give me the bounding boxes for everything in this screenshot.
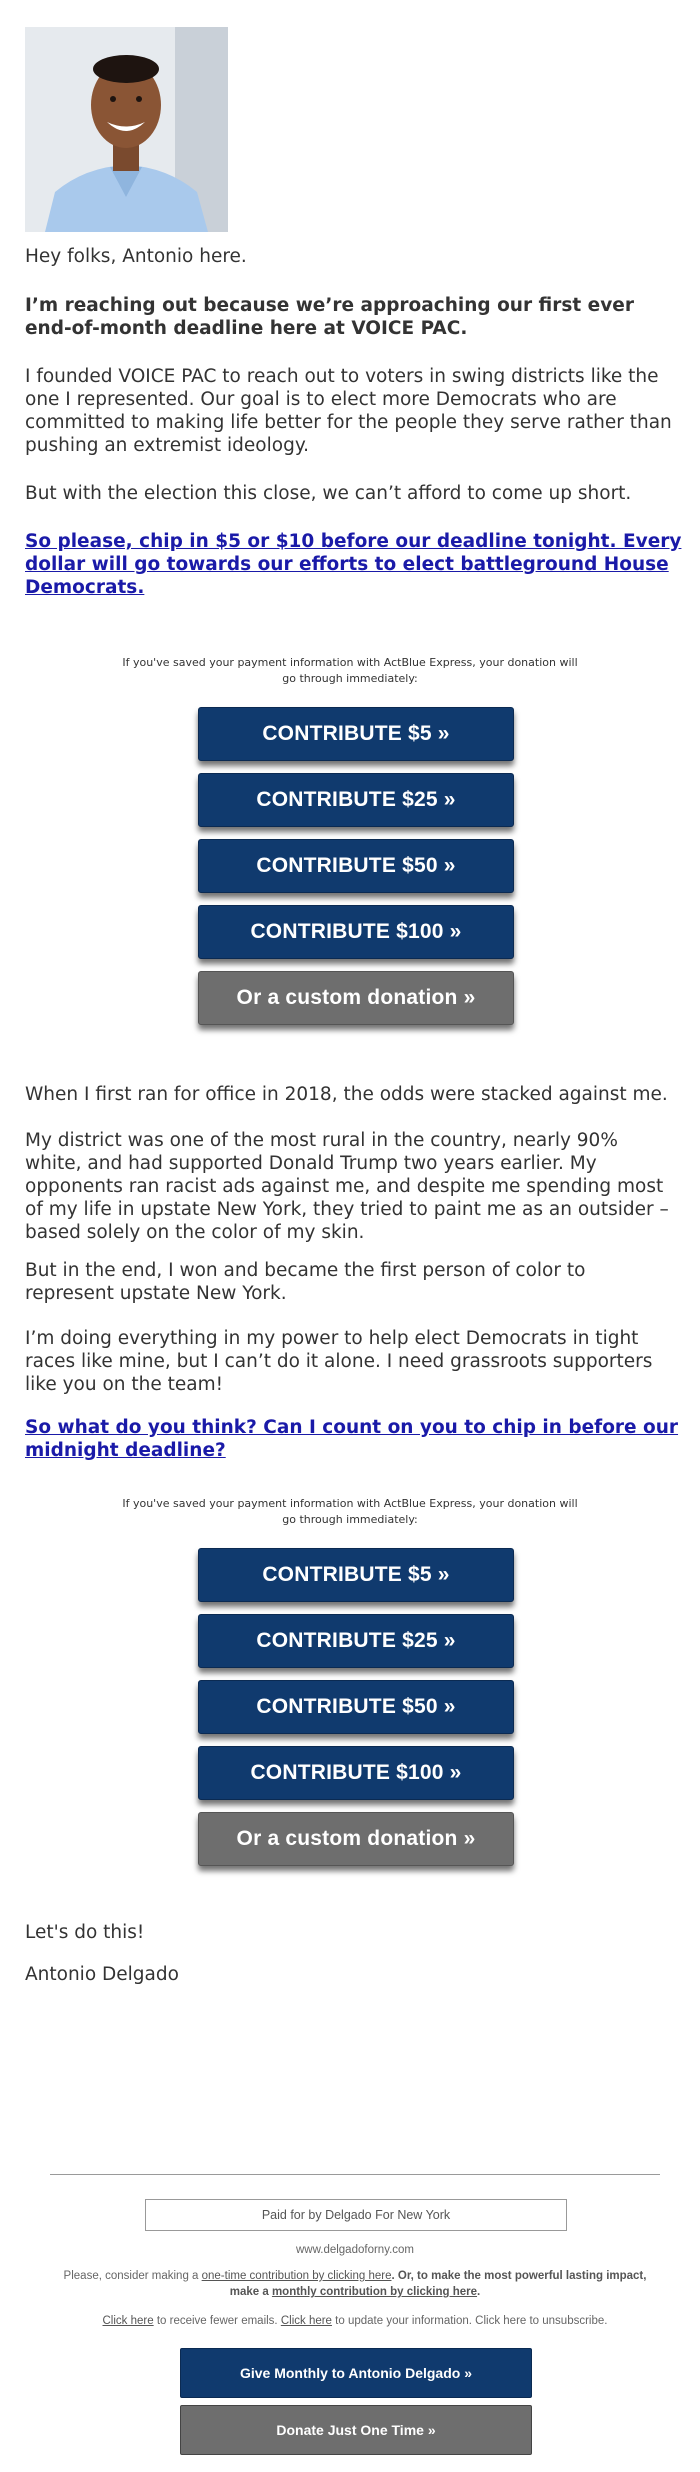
contribute-5-button-2[interactable]: CONTRIBUTE $5 » — [198, 1548, 514, 1602]
donate-one-time-button[interactable]: Donate Just One Time » — [180, 2405, 532, 2455]
email-preferences-text — [60, 2313, 650, 2329]
unsubscribe-text: to update your information. Click here to unsubscribe. — [331, 2315, 608, 2327]
story-paragraph-1: When I first ran for office in 2018, the odds were stacked against me. — [25, 1084, 668, 1105]
contribution-options-text — [60, 2268, 650, 2300]
contribute-25-button-2[interactable]: CONTRIBUTE $25 » — [198, 1614, 514, 1668]
contribute-5-button[interactable]: CONTRIBUTE $5 » — [198, 707, 514, 761]
intro-paragraph: I founded VOICE PAC to reach out to voters in swing districts like the one I represented. Our goal is to elect more Democrats who are committed to making life better for the people they serve rather than pushing an extremist ideology. — [25, 366, 672, 456]
one-time-contribution-link[interactable]: one-time contribution by clicking here — [201, 2270, 392, 2282]
story-paragraph-3: But in the end, I won and became the first person of color to represent upstate New York. — [25, 1260, 586, 1304]
contribute-50-button-2[interactable]: CONTRIBUTE $50 » — [198, 1680, 514, 1734]
contribute-100-button-2[interactable]: CONTRIBUTE $100 » — [198, 1746, 514, 1800]
actblue-express-note: If you've saved your payment information with ActBlue Express, your donation will go through immediately: — [122, 656, 578, 685]
give-monthly-button[interactable]: Give Monthly to Antonio Delgado » — [180, 2348, 532, 2398]
fewer-emails-link[interactable]: Click here — [102, 2315, 154, 2327]
lead-bold-text: I’m reaching out because we’re approaching our first ever end-of-month deadline here at VOICE PAC. — [25, 295, 634, 339]
greeting-text: Hey folks, Antonio here. — [25, 246, 247, 267]
paid-for-disclaimer: Paid for by Delgado For New York — [145, 2199, 567, 2231]
actblue-express-note-2: If you've saved your payment information with ActBlue Express, your donation will go through immediately: — [122, 1497, 578, 1526]
consider-prefix: Please, consider making a — [63, 2270, 202, 2282]
signoff-line: Let's do this! — [25, 1922, 145, 1943]
contribute-100-button[interactable]: CONTRIBUTE $100 » — [198, 905, 514, 959]
contribute-25-button[interactable]: CONTRIBUTE $25 » — [198, 773, 514, 827]
update-info-link[interactable]: Click here — [280, 2315, 332, 2327]
candidate-portrait-image — [25, 27, 228, 232]
custom-donation-button-2[interactable]: Or a custom donation » — [198, 1812, 514, 1866]
candidate-photo — [25, 27, 228, 232]
story-paragraph-4: I’m doing everything in my power to help elect Democrats in tight races like mine, but I can’t do it alone. I need grassroots supporters like you on the team! — [25, 1328, 653, 1395]
count-on-you-link[interactable]: So what do you think? Can I count on you to chip in before our midnight deadline? — [25, 1417, 679, 1461]
footer-divider — [50, 2174, 660, 2175]
website-url: www.delgadoforny.com — [295, 2244, 415, 2256]
consider-end: . — [477, 2286, 481, 2298]
story-paragraph-2: My district was one of the most rural in the country, nearly 90% white, and had supported Donald Trump two years earlier. My opponents ran racist ads against me, and despite me spending most of my life in upstate New York, they tried to paint me as an outsider – based solely on the color of my skin. — [25, 1130, 669, 1243]
contribute-50-button[interactable]: CONTRIBUTE $50 » — [198, 839, 514, 893]
signoff-name: Antonio Delgado — [25, 1964, 179, 1985]
consider-mid: . Or, to make the most powerful lasting impact, make a — [229, 2270, 647, 2298]
intro-paragraph-2: But with the election this close, we can’t afford to come up short. — [25, 483, 632, 504]
custom-donation-button[interactable]: Or a custom donation » — [198, 971, 514, 1025]
monthly-contribution-link[interactable]: monthly contribution by clicking here — [271, 2286, 478, 2298]
fewer-emails-text: to receive fewer emails. — [153, 2315, 281, 2327]
chip-in-link[interactable]: So please, chip in $5 or $10 before our deadline tonight. Every dollar will go towards our efforts to elect battleground House Democrats. — [25, 531, 682, 598]
